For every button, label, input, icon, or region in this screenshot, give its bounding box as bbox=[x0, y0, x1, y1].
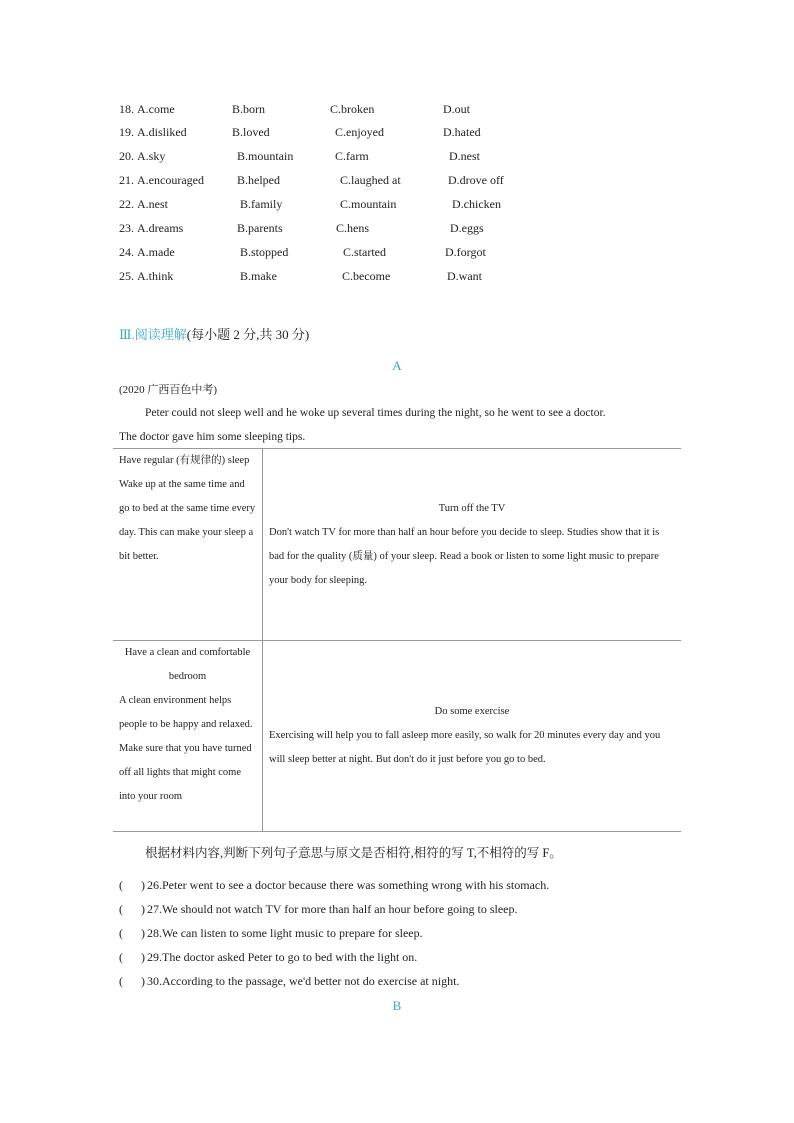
tip-turn-off-tv bbox=[263, 449, 682, 641]
tip-title: Turn off the TV bbox=[438, 502, 506, 514]
answer-blank[interactable]: ( ) bbox=[119, 974, 145, 988]
table-row bbox=[113, 641, 681, 832]
tip-title: Have a clean and comfortable bedroom bbox=[124, 647, 251, 682]
section-heading bbox=[119, 324, 309, 343]
question-29: ( ) 29.The doctor asked Peter to go to bed with the light on. bbox=[119, 950, 418, 964]
tip-clean-bedroom bbox=[113, 641, 263, 832]
question-30: ( ) 30.According to the passage, we'd better not do exercise at night. bbox=[119, 974, 460, 988]
answer-blank[interactable]: ( ) bbox=[119, 878, 145, 892]
table-row bbox=[113, 449, 681, 641]
passage-source: (2020 广西百色中考) bbox=[119, 384, 218, 396]
intro-line-1: Peter could not sleep well and he woke up several times during the night, so he went to see a doctor. bbox=[145, 407, 606, 419]
tip-body: Don't watch TV for more than half an hour before you decide to sleep. Studies show that it is bad for the quality (质量) of your sleep. Read a book or listen to some light music to prepare your body for sleeping. bbox=[269, 526, 660, 586]
answer-blank[interactable]: ( ) bbox=[119, 902, 145, 916]
intro-line-2: The doctor gave him some sleeping tips. bbox=[119, 431, 306, 443]
sleeping-tips-table bbox=[113, 448, 681, 832]
instruction: 根据材料内容,判断下列句子意思与原文是否相符,相符的写 T,不相符的写 F。 bbox=[145, 846, 562, 860]
passage-a-label: A bbox=[392, 358, 402, 373]
tip-exercise bbox=[263, 641, 682, 832]
tip-body: Exercising will help you to fall asleep more easily, so walk for 20 minutes every day and you will sleep better at night. But don't do it just before you go to bed. bbox=[269, 730, 661, 765]
tip-body: Wake up at the same time and go to bed at the same time every day. This can make your sleep a bit better. bbox=[119, 479, 256, 562]
section-note: (每小题 2 分,共 30 分) bbox=[186, 327, 310, 342]
tip-body: A clean environment helps people to be happy and relaxed. Make sure that you have turned off all lights that might come into your room bbox=[119, 695, 253, 802]
question-28: ( ) 28.We can listen to some light music to prepare for sleep. bbox=[119, 926, 423, 940]
section-title: Ⅲ.阅读理解 bbox=[119, 327, 187, 342]
answer-blank[interactable]: ( ) bbox=[119, 926, 145, 940]
answer-blank[interactable]: ( ) bbox=[119, 950, 145, 964]
passage-b-label: B bbox=[392, 998, 402, 1013]
tip-title: Do some exercise bbox=[434, 706, 510, 717]
tip-title: Have regular (有规律的) sleep bbox=[119, 455, 250, 466]
question-26: ( ) 26.Peter went to see a doctor because there was something wrong with his stomach. bbox=[119, 878, 550, 892]
tip-regular-sleep bbox=[113, 449, 263, 641]
question-27: ( ) 27.We should not watch TV for more than half an hour before going to sleep. bbox=[119, 902, 518, 916]
